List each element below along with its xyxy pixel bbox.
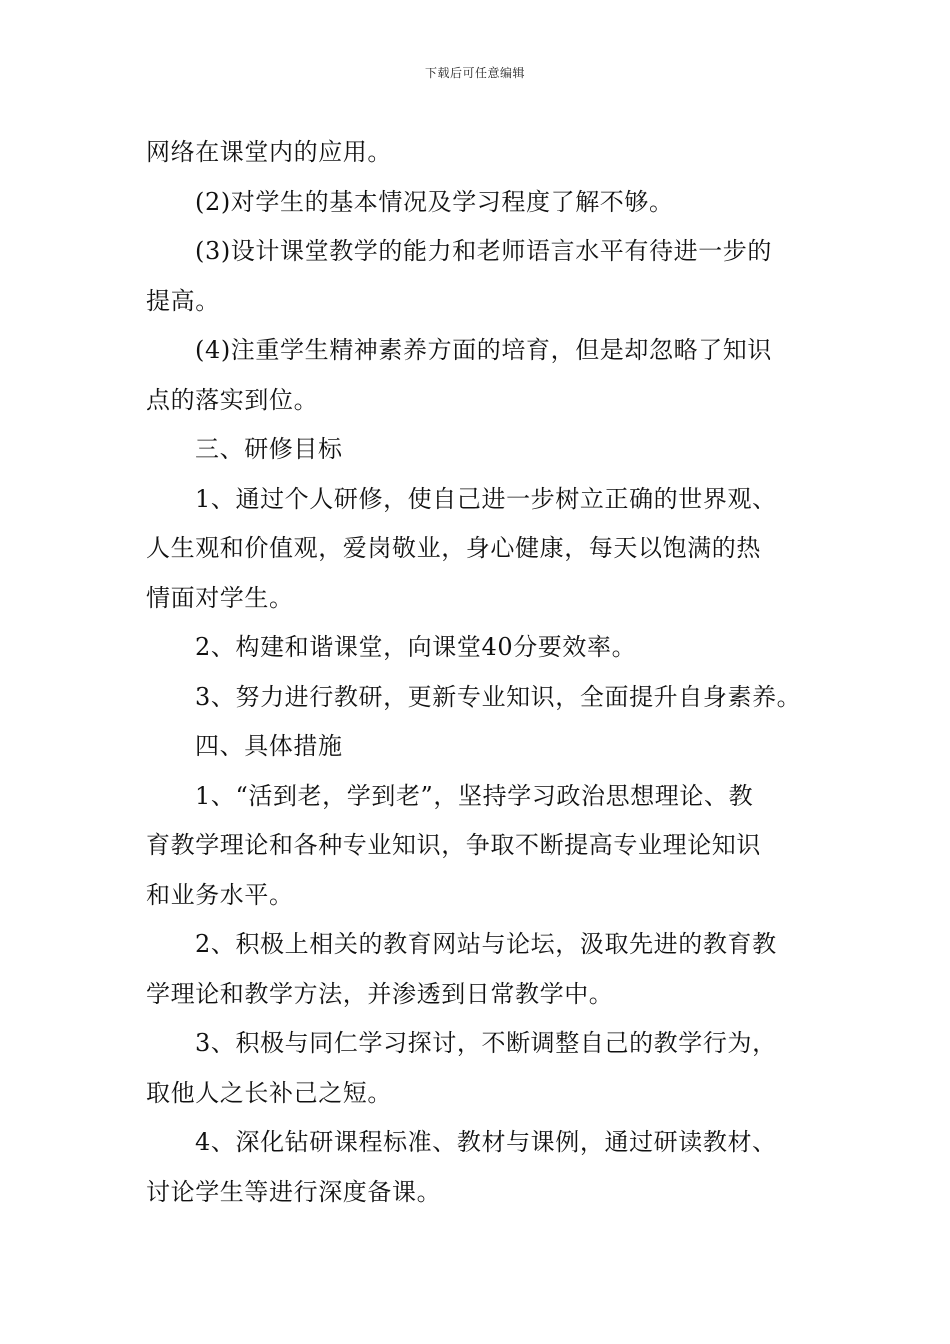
text-line: 取他人之长补己之短。	[146, 1078, 392, 1107]
text-line: 2、积极上相关的教育网站与论坛，汲取先进的教育教	[195, 930, 777, 958]
text-line: 网络在课堂内的应用。	[146, 138, 392, 166]
document-body	[146, 128, 808, 1217]
text-line: (4)注重学生精神素养方面的培育，但是却忽略了知识	[195, 336, 772, 364]
text-line: 育教学理论和各种专业知识，争取不断提高专业理论知识	[146, 831, 761, 859]
text-line: 讨论学生等进行深度备课。	[146, 1177, 442, 1206]
text-line: 情面对学生。	[146, 583, 294, 612]
text-line: (3)设计课堂教学的能力和老师语言水平有待进一步的	[195, 237, 772, 265]
text-line: 学理论和教学方法，并渗透到日常教学中。	[146, 979, 614, 1008]
text-line: 3、积极与同仁学习探讨，不断调整自己的教学行为，	[195, 1029, 777, 1057]
section-heading: 三、研修目标	[195, 435, 343, 463]
text-line: 1、通过个人研修，使自己进一步树立正确的世界观、	[195, 484, 777, 513]
text-line: 4、深化钻研课程标准、教材与课例，通过研读教材、	[195, 1128, 777, 1156]
text-line: 点的落实到位。	[146, 385, 319, 414]
text-line: 人生观和价值观，爱岗敬业，身心健康，每天以饱满的热	[146, 534, 761, 562]
text-line: 3、努力进行教研，更新专业知识，全面提升自身素养。	[195, 682, 802, 711]
text-line: 2、构建和谐课堂，向课堂40分要效率。	[195, 633, 637, 661]
text-line: 提高。	[146, 286, 220, 315]
page-header-note: 下载后可任意编辑	[424, 66, 525, 80]
text-line: 和业务水平。	[146, 880, 294, 909]
text-line: 1、“活到老，学到老”，坚持学习政治思想理论、教	[195, 781, 754, 810]
text-line: (2)对学生的基本情况及学习程度了解不够。	[195, 187, 674, 216]
section-heading: 四、具体措施	[195, 732, 343, 760]
